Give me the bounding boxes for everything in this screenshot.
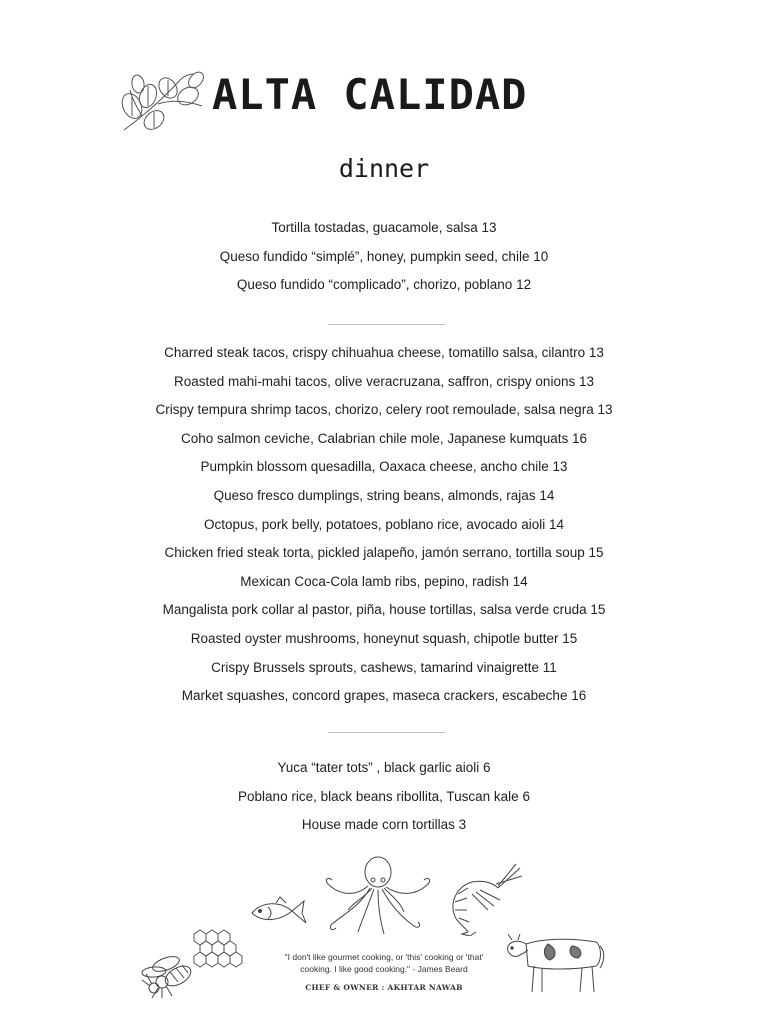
menu-item: Queso fresco dumplings, string beans, almonds, rajas 14	[213, 487, 555, 503]
section-divider	[328, 324, 445, 325]
menu-title: dinner	[338, 154, 430, 183]
menu-item: Mexican Coca-Cola lamb ribs, pepino, radish 14	[240, 573, 528, 589]
octopus-icon	[318, 854, 438, 936]
menu-header	[0, 60, 768, 140]
james-beard-quote: "I don't like gourmet cooking, or 'this' cooking or 'that' cooking. I like good cooking." - James Beard	[284, 952, 484, 974]
section-divider	[328, 732, 445, 733]
menu-item: Yuca “tater tots” , black garlic aioli 6	[277, 760, 491, 775]
menu-item: Coho salmon ceviche, Calabrian chile mole, Japanese kumquats 16	[181, 430, 587, 446]
menu-item: Octopus, pork belly, potatoes, poblano rice, avocado aioli 14	[204, 516, 564, 532]
menu-section-sides	[0, 754, 768, 840]
menu-item: Poblano rice, black beans ribollita, Tuscan kale 6	[238, 788, 530, 804]
chef-owner-credit: CHEF & OWNER : AKHTAR NAWAB	[305, 983, 463, 992]
menu-item: Mangalista pork collar al pastor, piña, house tortillas, salsa verde cruda 15	[162, 602, 606, 618]
herb-sprig-icon	[118, 66, 210, 136]
menu-item: Roasted oyster mushrooms, honeynut squash, chipotle butter 15	[190, 630, 578, 646]
menu-item: Queso fundido “complicado”, chorizo, poblano 12	[236, 277, 532, 293]
bee-icon	[140, 944, 206, 1000]
menu-section-starters	[0, 214, 768, 300]
menu-item: Crispy tempura shrimp tacos, chorizo, celery root remoulade, salsa negra 13	[155, 402, 613, 418]
menu-item: Chicken fried steak torta, pickled jalapeño, jamón serrano, tortilla soup 15	[164, 545, 604, 561]
menu-item: Crispy Brussels sprouts, cashews, tamarind vinaigrette 11	[211, 659, 557, 675]
menu-item: Tortilla tostadas, guacamole, salsa 13	[271, 220, 497, 235]
menu-item: Market squashes, concord grapes, maseca crackers, escabeche 16	[181, 688, 587, 704]
menu-item: Charred steak tacos, crispy chihuahua cheese, tomatillo salsa, cilantro 13	[164, 345, 604, 360]
menu-item: Queso fundido “simplé”, honey, pumpkin seed, chile 10	[219, 248, 549, 264]
menu-item: Pumpkin blossom quesadilla, Oaxaca cheese, ancho chile 13	[200, 459, 568, 475]
menu-section-mains	[0, 339, 768, 711]
menu-item: Roasted mahi-mahi tacos, olive veracruzana, saffron, crispy onions 13	[174, 373, 594, 389]
restaurant-name: ALTA CALIDAD	[212, 70, 528, 119]
menu-item: House made corn tortillas 3	[301, 817, 467, 833]
fish-icon	[248, 893, 308, 927]
cow-icon	[504, 922, 608, 998]
